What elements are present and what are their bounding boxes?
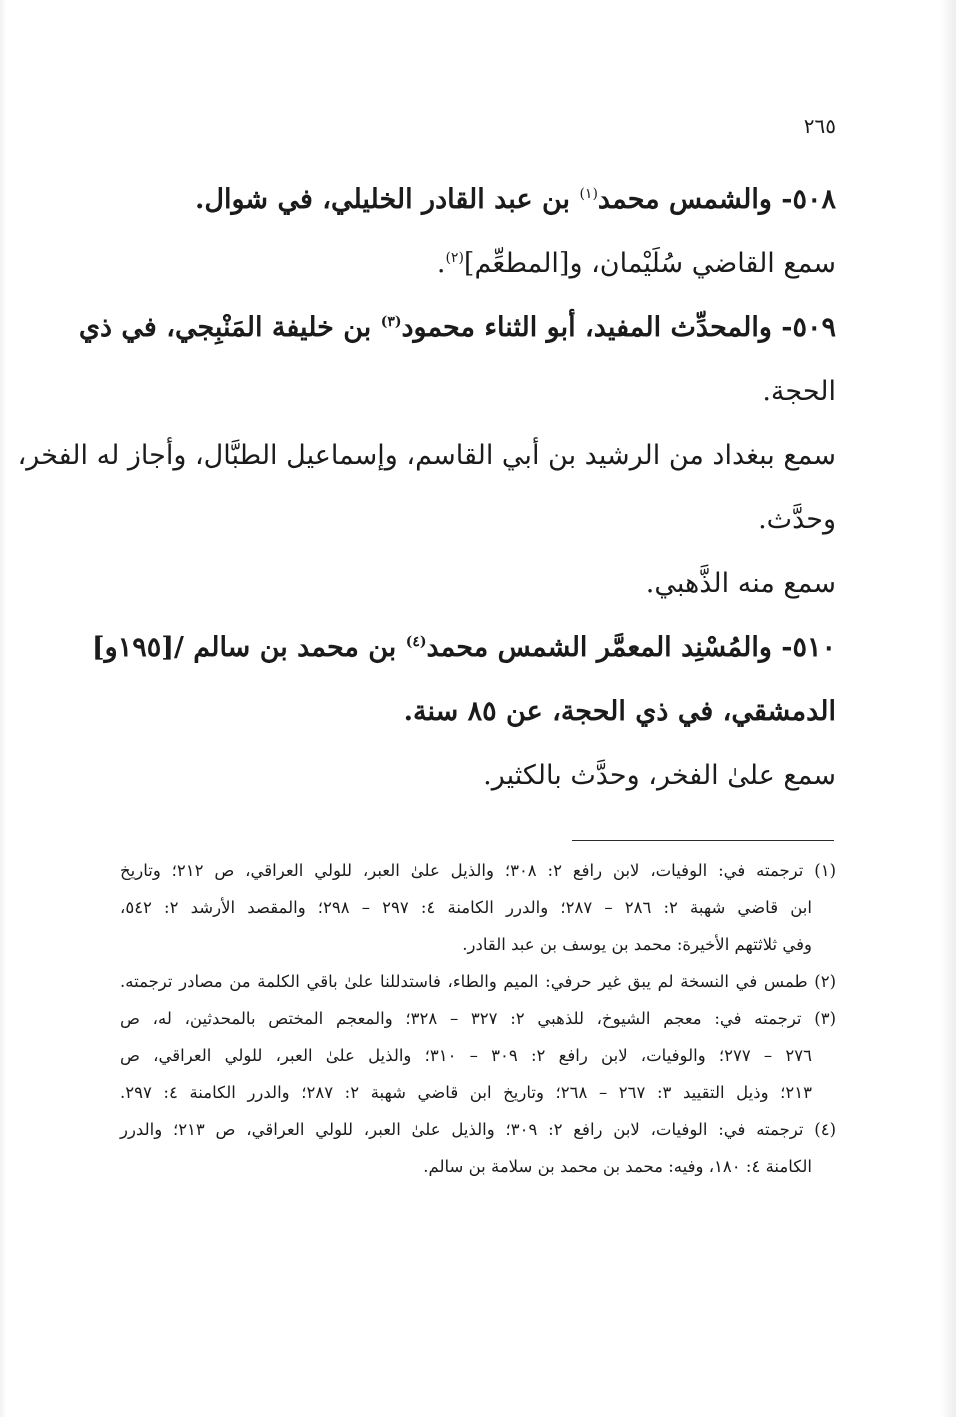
- footnote-1-line-3: وفي ثلاثتهم الأخيرة: محمد بن يوسف بن عبد القادر.: [462, 935, 812, 954]
- entry-510-heading: ٥١٠- والمُسْنِد المعمَّر الشمس محمد: [426, 632, 836, 663]
- entry-510-heading-line-2: الدمشقي، في ذي الحجة، عن ٨٥ سنة.: [403, 696, 836, 727]
- scan-edge-right: [940, 0, 956, 1417]
- footnote-4-line-2: الكامنة ٤: ١٨٠، وفيه: محمد بن محمد بن سلامة بن سالم.: [423, 1157, 812, 1176]
- entry-509-line-1: [78, 300, 836, 364]
- entry-510-line-1: [91, 620, 836, 684]
- entry-510-heading-tail: بن محمد بن سالم /[١٩٥و]: [91, 632, 406, 663]
- entry-508-text: سمع القاضي سُلَيْمان، و[المطعِّم]: [463, 248, 836, 279]
- footnote-4-line-1: (٤) ترجمته في: الوفيات، لابن رافع ٢: ٣٠٩؛ والذيل علىٰ العبر، للولي العراقي، ص ٢١٣؛ والدرر: [120, 1120, 836, 1139]
- scan-edge-left: [0, 0, 6, 1417]
- footnote-1-line-1: (١) ترجمته في: الوفيات، لابن رافع ٢: ٣٠٨؛ والذيل علىٰ العبر، للولي العراقي، ص ٢١٢؛ وتاريخ: [120, 861, 836, 880]
- entry-510-line-3: سمع علىٰ الفخر، وحدَّث بالكثير.: [483, 760, 836, 791]
- entry-509-heading: ٥٠٩- والمحدِّث المفيد، أبو الثناء محمود: [401, 312, 836, 343]
- entry-509-line-4: وحدَّث.: [758, 504, 836, 535]
- footnote-ref-4[interactable]: (٤): [405, 634, 427, 650]
- footnote-ref-1[interactable]: (١): [579, 186, 598, 202]
- footnote-3-line-2: ٢٧٦ – ٢٧٧؛ والوفيات، لابن رافع ٢: ٣٠٩ – ٣١٠؛ والذيل علىٰ العبر، للولي العراقي، ص: [120, 1046, 812, 1065]
- entry-509-line-5: سمع منه الذَّهبي.: [645, 568, 836, 599]
- entry-508-heading: ٥٠٨- والشمس محمد: [597, 184, 836, 215]
- footnote-3-line-3: ٢١٣؛ وذيل التقييد ٣: ٢٦٧ – ٢٦٨؛ وتاريخ ابن قاضي شهبة ٢: ٢٨٧؛ والدرر الكامنة ٤: ٢٩٧.: [120, 1083, 812, 1102]
- entry-508-line-1: [120, 172, 836, 236]
- footnote-ref-3[interactable]: (٣): [380, 314, 402, 330]
- footnote-2-line-1: (٢) طمس في النسخة لم يبق غير حرفي: الميم والطاء، فاستدللنا علىٰ باقي الكلمة من مصادر ترجمته.: [120, 972, 836, 991]
- entry-509-line-3: سمع ببغداد من الرشيد بن أبي القاسم، وإسماعيل الطبَّال، وأجاز له الفخر،: [17, 440, 836, 471]
- footnote-ref-2[interactable]: (٢): [445, 250, 464, 266]
- entry-508-line-2: [120, 236, 836, 300]
- page-number: ٢٦٥: [803, 114, 836, 138]
- footnote-separator: [572, 840, 834, 841]
- footnote-3-line-1: (٣) ترجمته في: معجم الشيوخ، للذهبي ٢: ٣٢٧ – ٣٢٨؛ والمعجم المختص بالمحدثين، له، ص: [120, 1009, 836, 1028]
- entry-509-heading-tail: بن خليفة المَنْبِجي، في ذي: [78, 312, 381, 343]
- book-page: [17, 108, 836, 1408]
- footnotes: [120, 854, 836, 1187]
- entry-508-text-end: .: [436, 248, 446, 279]
- main-text: [17, 172, 836, 812]
- footnote-1-line-2: ابن قاضي شهبة ٢: ٢٨٦ – ٢٨٧؛ والدرر الكامنة ٤: ٢٩٧ – ٢٩٨؛ والمقصد الأرشد ٢: ٥٤٢،: [120, 898, 812, 917]
- entry-508-heading-tail: بن عبد القادر الخليلي، في شوال.: [194, 184, 580, 215]
- entry-509-line-2: الحجة.: [762, 376, 836, 407]
- entry-510-line-2: [120, 684, 836, 748]
